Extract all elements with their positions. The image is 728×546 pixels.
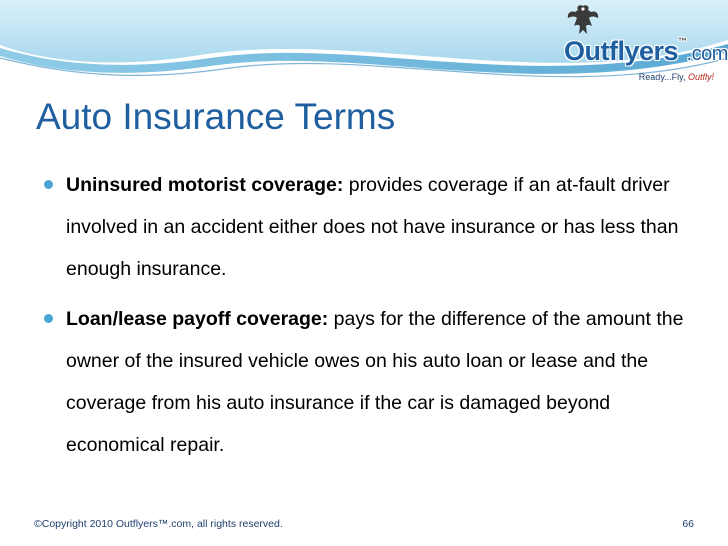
bullet-list	[40, 164, 712, 474]
bullet-term: Loan/lease payoff coverage:	[66, 308, 329, 330]
bullet-term: Uninsured motorist coverage:	[66, 174, 344, 196]
bullet-item	[40, 164, 712, 290]
bullet-text: pays for the difference of the amount the owner of the insured vehicle owes on his auto loan or lease and the coverage from his auto insurance if the car is damaged beyond economical repair.	[66, 308, 684, 456]
bullet-item	[40, 298, 712, 466]
logo-wordmark: Outflyers™.com	[564, 36, 728, 66]
copyright-footer: ©Copyright 2010 Outflyers™.com, all rights reserved.	[34, 518, 283, 530]
logo-tagline: Ready...Fly, Outfly!	[638, 72, 714, 82]
outflyers-logo	[560, 2, 728, 94]
bullet-marker	[44, 180, 53, 189]
slide-title: Auto Insurance Terms	[36, 96, 396, 137]
bullet-text: provides coverage if an at-fault driver involved in an accident either does not have insurance or has less than enough insurance.	[66, 174, 679, 280]
bullet-marker	[44, 314, 53, 323]
page-number: 66	[682, 518, 694, 530]
